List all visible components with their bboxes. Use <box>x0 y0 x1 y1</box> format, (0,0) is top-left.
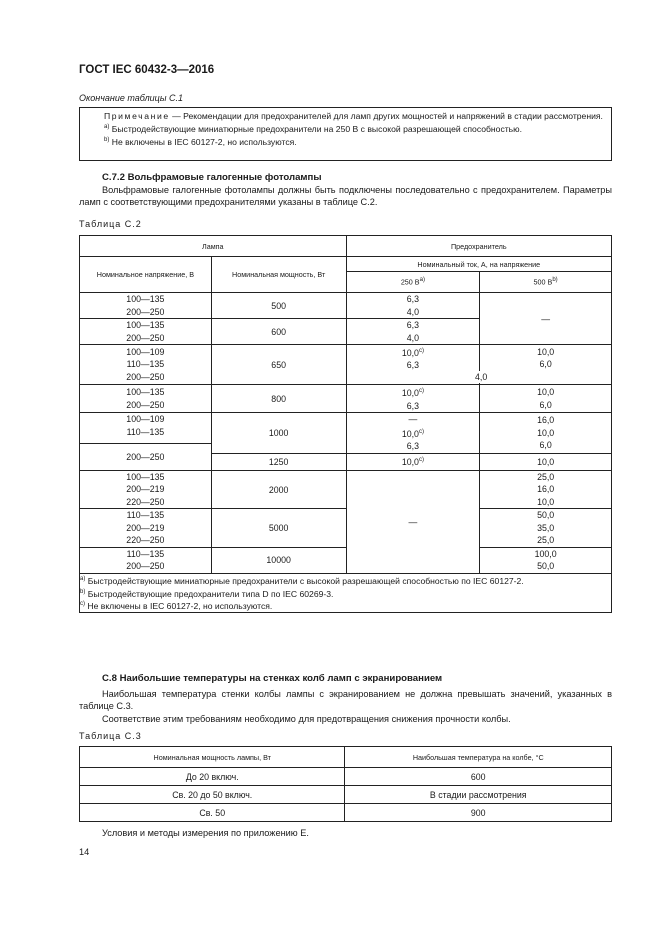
table-row <box>80 509 612 548</box>
table-c1-note-box <box>79 107 612 161</box>
footnote-b-mark: b) <box>104 136 110 143</box>
power-cell: 2000 <box>211 470 346 509</box>
spill-value: 4,0 <box>475 371 488 382</box>
current-line: 10,0 <box>537 496 555 507</box>
current-line <box>347 385 480 399</box>
voltage-cell <box>80 470 212 509</box>
current-line: 16,0 <box>537 484 555 495</box>
voltage-line: 100—109 <box>126 346 165 357</box>
voltage-line: 110—135 <box>126 359 165 370</box>
current-250-cell: — <box>346 470 480 573</box>
current-line: 6,0 <box>539 399 552 410</box>
voltage-cell <box>80 413 212 444</box>
note-text: — Рекомендации для предохранителей для ламп других мощностей и напряжений в стадии рассмотрения. <box>169 111 603 121</box>
footnote-a-mark: а) <box>104 124 110 130</box>
power-cell: 650 <box>211 345 346 385</box>
current-value: 10,0 <box>401 347 419 358</box>
power-cell: 600 <box>211 319 346 345</box>
voltage-line: 110—135 <box>126 548 165 559</box>
footnote-mark: с) <box>418 428 424 435</box>
th-500v <box>480 272 612 293</box>
footnote-mark: с) <box>418 348 424 354</box>
section-c8-text2: Соответствие этим требованиям необходимо для предотвращения снижения прочности колбы. <box>102 714 511 724</box>
table-row <box>80 385 612 413</box>
voltage-line: 200—250 <box>126 371 165 382</box>
section-c72-heading: С.7.2 Вольфрамовые галогенные фотолампы <box>102 172 322 183</box>
current-250-cell <box>346 413 480 453</box>
footnote-a-text: Быстродействующие миниатюрные предохранители на 250 В с высокой разрешающей способностью. <box>109 123 522 134</box>
voltage-cell <box>80 547 212 573</box>
table-row <box>80 547 612 573</box>
current-500-cell <box>480 385 612 413</box>
section-c8-heading: С.8 Наибольшие температуры на стенках колб ламп с экранированием <box>102 673 443 684</box>
voltage-cell <box>80 509 212 548</box>
voltage-cell <box>80 293 212 319</box>
voltage-line: 200—250 <box>126 306 165 317</box>
current-line: 10,0 <box>537 387 555 398</box>
footnote-b <box>104 135 605 148</box>
current-line: 6,0 <box>539 359 552 370</box>
current-value: 10,0 <box>401 428 419 439</box>
voltage-cell <box>80 385 212 413</box>
voltage-line: 200—219 <box>126 522 165 533</box>
footnote-a-text: Быстродействующие миниатюрные предохранители с высокой разрешающей способностью по IEC 60127-2. <box>85 575 524 586</box>
current-line: 10,0 <box>537 427 555 438</box>
table-row <box>80 470 612 509</box>
voltage-cell <box>80 345 212 385</box>
voltage-line: 100—109 <box>126 414 165 425</box>
footnote-mark: с) <box>418 388 424 395</box>
current-250-cell <box>346 345 488 385</box>
voltage-line: 220—250 <box>126 496 165 507</box>
current-line <box>347 372 480 385</box>
th-500v-sup: b) <box>552 277 558 284</box>
th-max-temp: Наибольшая температура на колбе, °С <box>345 747 612 768</box>
footnote-mark: с) <box>418 456 424 463</box>
voltage-line: 100—135 <box>126 387 165 398</box>
footnote-c-text: Не включены в IEC 60127-2, но используются. <box>85 601 273 612</box>
current-line: 25,0 <box>537 535 555 546</box>
power-cell: Св. 20 до 50 включ. <box>80 786 345 804</box>
current-500-cell <box>480 547 612 573</box>
closing-text: Условия и методы измерения по приложению Е. <box>102 828 309 838</box>
current-250-cell <box>346 293 480 319</box>
footnote-a-mark: а) <box>80 575 86 582</box>
power-cell: До 20 включ. <box>80 768 345 786</box>
footnote-a <box>80 574 611 587</box>
voltage-line: 110—135 <box>126 426 165 437</box>
power-cell: 10000 <box>211 547 346 573</box>
note-paragraph <box>104 111 605 122</box>
th-250v-sup: а) <box>419 277 425 284</box>
table-c2-caption: Таблица С.2 <box>79 219 142 229</box>
power-cell: 5000 <box>211 509 346 548</box>
th-500v-label: 500 В <box>533 277 553 287</box>
current-value: 10,0 <box>401 456 419 467</box>
current-line <box>347 426 480 440</box>
current-500-cell: 10,0 <box>480 453 612 470</box>
current-value: 10,0 <box>401 388 419 399</box>
th-lamp: Лампа <box>80 236 347 257</box>
current-500-cell <box>480 345 612 385</box>
power-cell: Св. 50 <box>80 804 345 822</box>
th-fuse: Предохранитель <box>346 236 611 257</box>
current-line: 10,0 <box>537 346 555 357</box>
table-c1-end-caption: Окончание таблицы С.1 <box>79 93 183 103</box>
current-line: 50,0 <box>537 510 555 521</box>
footnote-b-mark: b) <box>80 588 86 595</box>
table-row <box>80 786 612 804</box>
voltage-line: 100—135 <box>126 294 165 304</box>
footnote-c-mark: с) <box>80 601 85 608</box>
current-line: 50,0 <box>537 561 555 572</box>
table-c2 <box>79 235 612 613</box>
footnote-a <box>104 122 605 135</box>
current-250-cell <box>346 453 480 470</box>
temp-cell: 600 <box>345 768 612 786</box>
current-line: 6,0 <box>539 440 552 451</box>
section-c72-text: Вольфрамовые галогенные фотолампы должны быть подключены последовательно с предохранителем. Параметры ламп с соответствующими предохранителями указаны в таблице С.2. <box>79 185 612 207</box>
current-500-cell <box>480 470 612 509</box>
footnote-b <box>80 587 611 600</box>
current-line: 4,0 <box>406 332 419 343</box>
current-line <box>347 345 480 359</box>
power-cell: 500 <box>211 293 346 319</box>
th-current: Номинальный ток, А, на напряжение <box>346 257 611 272</box>
current-line: 6,3 <box>406 400 419 411</box>
th-lamp-power: Номинальная мощность лампы, Вт <box>80 747 345 768</box>
voltage-line: 100—135 <box>126 320 165 330</box>
power-cell: 1000 <box>211 413 346 453</box>
voltage-line: 100—135 <box>126 471 165 482</box>
power-cell: 800 <box>211 385 346 413</box>
voltage-line: 200—250 <box>126 399 165 410</box>
current-line: 6,3 <box>406 360 419 371</box>
th-250v-label: 250 В <box>400 277 420 287</box>
table-row <box>80 804 612 822</box>
voltage-line: 200—219 <box>126 484 165 495</box>
current-line: 6,3 <box>406 294 419 304</box>
voltage-line: 110—135 <box>126 510 165 521</box>
th-250v <box>346 272 480 293</box>
current-line: 6,3 <box>406 441 419 452</box>
voltage-cell: 200—250 <box>80 444 212 470</box>
current-500-cell: — <box>480 293 612 345</box>
current-line: 35,0 <box>537 522 555 533</box>
footnote-b-text: Быстродействующие предохранители типа D по IEC 60269-3. <box>85 588 334 599</box>
current-line: 6,3 <box>406 320 419 330</box>
th-power: Номинальная мощность, Вт <box>211 257 346 293</box>
voltage-line: 220—250 <box>126 535 165 546</box>
table-row <box>80 293 612 319</box>
table-c2-footnotes <box>80 573 612 613</box>
current-250-cell <box>346 319 480 345</box>
current-line: 4,0 <box>406 306 419 317</box>
table-c3 <box>79 746 612 822</box>
table-row <box>80 345 612 385</box>
footnote-b-text: Не включены в IEC 60127-2, но используются. <box>109 136 297 147</box>
current-line: 100,0 <box>534 548 557 559</box>
voltage-line: 200—250 <box>126 561 165 572</box>
current-line: — <box>408 414 418 425</box>
th-voltage: Номинальное напряжение, В <box>80 257 212 293</box>
table-row <box>80 768 612 786</box>
document-header: ГОСТ IEC 60432-3—2016 <box>79 64 215 76</box>
voltage-line: 200—250 <box>126 332 165 343</box>
temp-cell: В стадии рассмотрения <box>345 786 612 804</box>
note-label: Примечание <box>104 111 170 121</box>
page-number: 14 <box>79 847 90 857</box>
power-cell: 1250 <box>211 453 346 470</box>
current-line: 25,0 <box>537 471 555 482</box>
temp-cell: 900 <box>345 804 612 822</box>
table-c3-caption: Таблица С.3 <box>79 731 142 741</box>
table-row <box>80 413 612 444</box>
current-500-cell <box>480 413 612 453</box>
voltage-cell <box>80 319 212 345</box>
current-500-cell <box>480 509 612 548</box>
current-250-cell <box>346 385 480 413</box>
section-c8-text1: Наибольшая температура стенки колбы лампы с экранированием не должна превышать значений, указанных в таблице С.3. <box>79 689 612 711</box>
current-line: 16,0 <box>537 415 555 426</box>
footnote-c <box>80 599 611 612</box>
current-line <box>480 371 611 384</box>
